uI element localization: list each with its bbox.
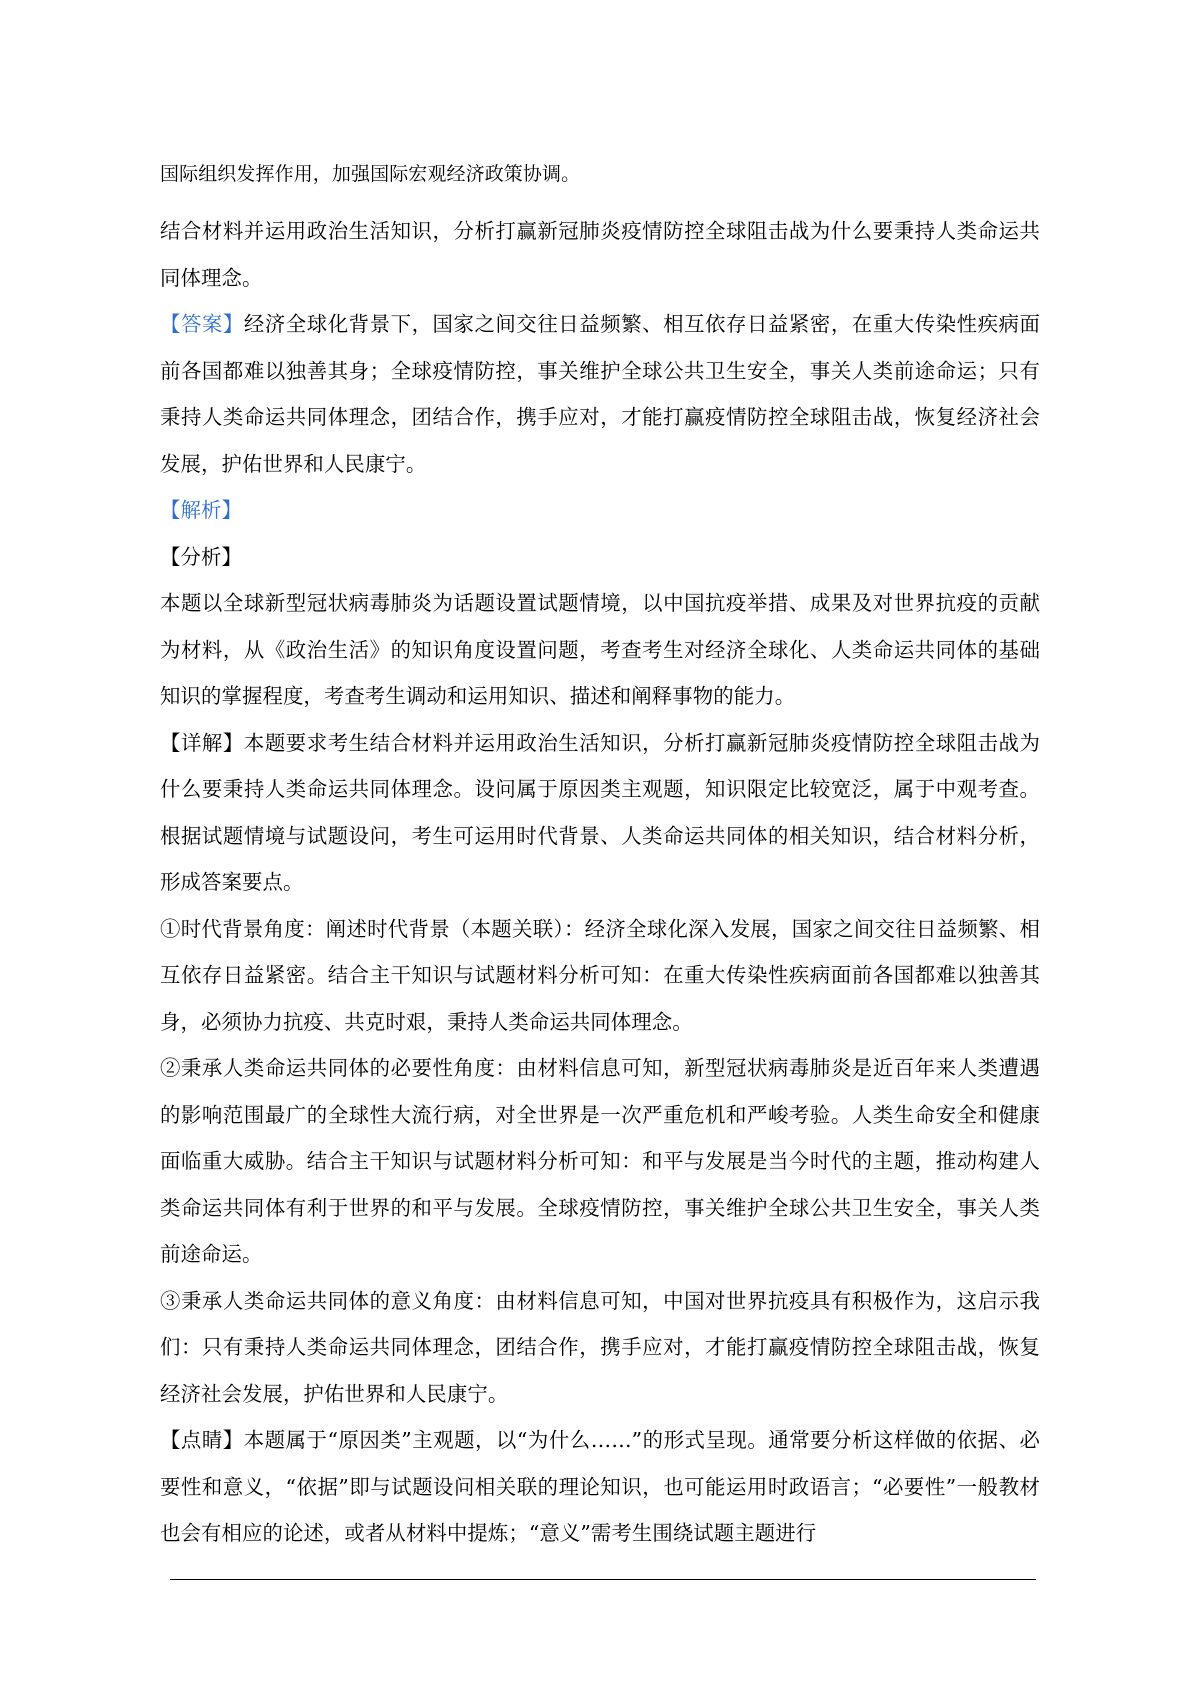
fenxi-tag: 【分析】 [160,544,242,569]
fenxi-paragraph: 本题以全球新型冠状病毒肺炎为话题设置试题情境，以中国抗疫举措、成果及对世界抗疫的贡献为材料，从《政治生活》的知识角度设置问题，考查考生对经济全球化、人类命运共同体的基础知识的掌握程度，考查考生调动和运用知识、描述和阐释事物的能力。 [160,591,1040,708]
detail-text: 本题要求考生结合材料并运用政治生活知识，分析打赢新冠肺炎疫情防控全球阻击战为什么要秉持人类命运共同体理念。设问属于原因类主观题，知识限定比较宽泛，属于中观考查。根据试题情境与试题设问，考生可运用时代背景、人类命运共同体的相关知识，结合材料分析，形成答案要点。 [160,730,1040,894]
point-2-paragraph: ②秉承人类命运共同体的必要性角度：由材料信息可知，新型冠状病毒肺炎是近百年来人类遭遇的影响范围最广的全球性大流行病，对全世界是一次严重危机和严峻考验。人类生命安全和健康面临重大威胁。结合主干知识与试题材料分析可知：和平与发展是当今时代的主题，推动构建人类命运共同体有利于世界的和平与发展。全球疫情防控，事关维护全球公共卫生安全，事关人类前途命运。 [160,1056,1040,1266]
analysis-heading [160,487,1040,534]
document-body [160,160,1040,1557]
tip-tag: 【点睛】 [160,1428,244,1452]
detail-paragraph [160,720,1040,906]
paragraph-intro-fragment: 国际组织发挥作用，加强国际宏观经济政策协调。 [160,163,581,185]
footer-divider [170,1579,1036,1580]
tip-paragraph [160,1417,1040,1557]
answer-paragraph [160,301,1040,487]
fenxi-heading [160,534,1040,581]
detail-tag: 【详解】 [160,730,244,755]
question-paragraph: 结合材料并运用政治生活知识，分析打赢新冠肺炎疫情防控全球阻击战为什么要秉持人类命运共同体理念。 [160,219,1040,290]
point-3-paragraph: ③秉承人类命运共同体的意义角度：由材料信息可知，中国对世界抗疫具有积极作为，这启示我们：只有秉持人类命运共同体理念，团结合作，携手应对，才能打赢疫情防控全球阻击战，恢复经济社会发展，护佑世界和人民康宁。 [160,1288,1040,1406]
point-1-paragraph: ①时代背景角度：阐述时代背景（本题关联）：经济全球化深入发展，国家之间交往日益频繁、相互依存日益紧密。结合主干知识与试题材料分析可知：在重大传染性疾病面前各国都难以独善其身，必须协力抗疫、共克时艰，秉持人类命运共同体理念。 [160,916,1040,1034]
analysis-tag: 【解析】 [160,498,242,522]
answer-text: 经济全球化背景下，国家之间交往日益频繁、相互依存日益紧密，在重大传染性疾病面前各国都难以独善其身；全球疫情防控，事关维护全球公共卫生安全，事关人类前途命运；只有秉持人类命运共同体理念，团结合作，携手应对，才能打赢疫情防控全球阻击战，恢复经济社会发展，护佑世界和人民康宁。 [160,312,1040,476]
tip-text: 本题属于“原因类”主观题，以“为什么……”的形式呈现。通常要分析这样做的依据、必要性和意义，“依据”即与试题设问相关联的理论知识，也可能运用时政语言；“必要性”一般教材也会有相应的论述，或者从材料中提炼；“意义”需考生围绕试题主题进行 [160,1428,1040,1545]
answer-tag: 【答案】 [160,312,244,336]
